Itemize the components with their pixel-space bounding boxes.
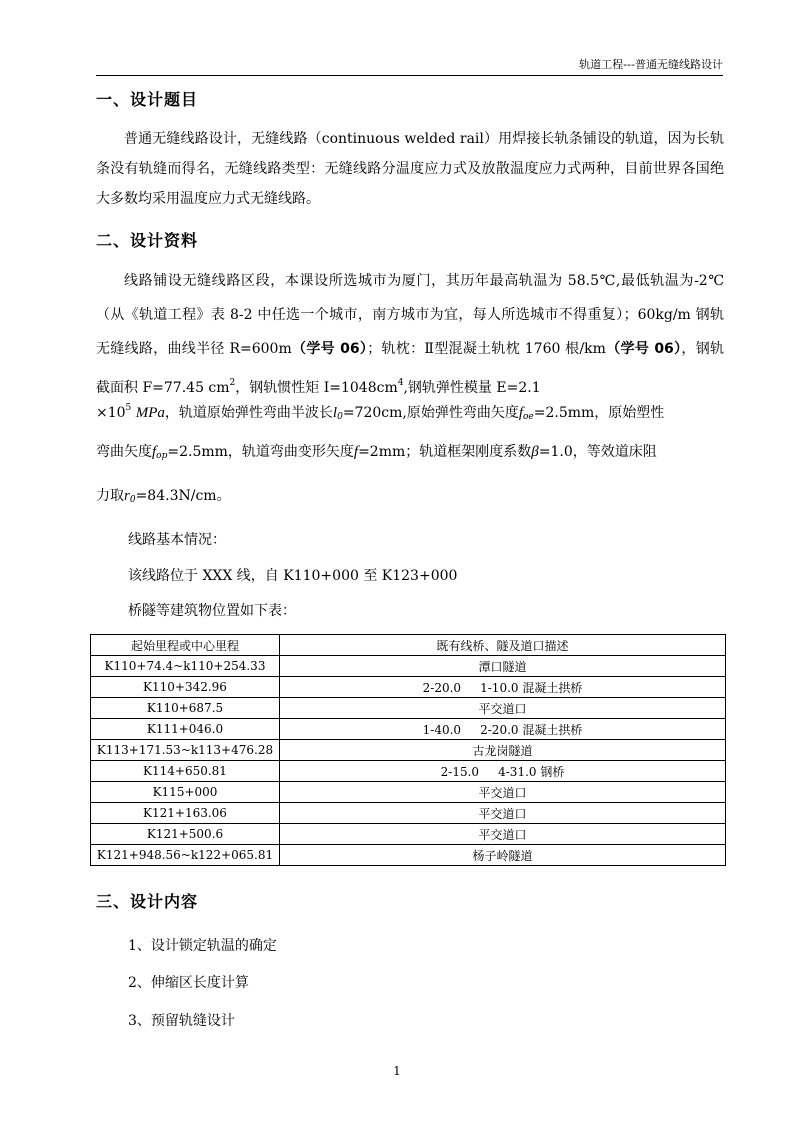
running-header: 轨道工程---普通无缝线路设计	[96, 58, 723, 76]
column-header-description: 既有线桥、隧及道口描述	[280, 635, 726, 656]
mileage-cell: K115+000	[91, 782, 280, 803]
description-cell: 平交道口	[280, 803, 726, 824]
symbol-r0: r	[124, 488, 130, 504]
table-row	[91, 656, 726, 677]
exponent-4: 4	[397, 378, 404, 388]
student-number-note-1: （学号 06）	[291, 341, 368, 357]
student-number-note-2: （学号 06）	[605, 341, 682, 357]
section-3-title: 三、设计内容	[96, 892, 199, 911]
mileage-cell: K110+342.96	[91, 677, 280, 698]
params-text-8b: =84.3N/cm。	[135, 488, 231, 504]
section-2-title: 二、设计资料	[96, 231, 199, 250]
line-location: 该线路位于 XXX 线，自 K110+000 至 K123+000	[128, 568, 458, 584]
description-cell: 平交道口	[280, 698, 726, 719]
params-line-7	[96, 442, 724, 466]
subscript-oe: oe	[523, 412, 534, 422]
content-item: 2、伸缩区长度计算	[128, 975, 249, 991]
description-cell: 2-20.0 1-10.0 混凝土拱桥	[280, 677, 726, 698]
params-text-6d: =2.5mm，原始塑性	[533, 405, 665, 421]
section-1-paragraph: 普通无缝线路设计，无缝线路（continuous welded rail）用焊接长轨条铺设的轨道，因为长轨条没有轨缝而得名，无缝线路类型：无缝线路分温度应力式及放散温度应力式两种，目前世界各国绝大多数均采用温度应力式无缝线路。	[96, 131, 724, 207]
symbol-l0: l	[332, 405, 338, 421]
params-text-1: 线路铺设无缝线路区段，本课设所选城市为厦门，其历年最高轨温为 58.5℃,最低轨温为-2℃（从《轨道工程》表 8-2 中任选一个城市，南方城市为宜，每人所选城市不得重复）；60kg/m 钢轨无缝线路，曲线半径 R=600m	[96, 273, 724, 357]
description-cell: 杨子岭隧道	[280, 845, 726, 866]
subscript-op: op	[156, 451, 168, 461]
params-text-6b: ，轨道原始弹性弯曲半波长	[164, 405, 333, 421]
description-cell: 古龙岗隧道	[280, 740, 726, 761]
table-header-row	[91, 635, 726, 656]
table-row	[91, 719, 726, 740]
exponent-2: 2	[229, 378, 236, 388]
description-cell: 1-40.0 2-20.0 混凝土拱桥	[280, 719, 726, 740]
table-row	[91, 698, 726, 719]
mileage-cell: K110+74.4~k110+254.33	[91, 656, 280, 677]
params-text-4: ，钢轨惯性矩 I=1048cm	[235, 380, 398, 396]
mileage-cell: K114+650.81	[91, 761, 280, 782]
params-text-7a: 弯曲矢度	[96, 444, 152, 460]
structures-intro: 桥隧等建筑物位置如下表：	[128, 603, 296, 619]
column-header-mileage: 起始里程或中心里程	[91, 635, 280, 656]
section-1-title: 一、设计题目	[96, 90, 199, 109]
description-cell: 平交道口	[280, 782, 726, 803]
mileage-cell: K121+500.6	[91, 824, 280, 845]
mileage-cell: K113+171.53~k113+476.28	[91, 740, 280, 761]
params-text-3: ，钢轨截面积 F=77.45 cm	[96, 341, 725, 396]
content-item: 3、预留轨缝设计	[128, 1013, 235, 1029]
design-parameters-paragraph	[96, 264, 724, 405]
page-number: 1	[393, 1064, 401, 1078]
table-row	[91, 677, 726, 698]
mileage-cell: K121+163.06	[91, 803, 280, 824]
table-row	[91, 782, 726, 803]
subscript-0: 0	[337, 412, 343, 422]
params-text-2: ；轨枕：Ⅱ型混凝土轨枕 1760 根/km	[367, 341, 606, 357]
description-cell: 2-15.0 4-31.0 钢桥	[280, 761, 726, 782]
symbol-fop: f	[152, 444, 157, 460]
params-text-5: ,钢轨弹性模量 E=2.1	[403, 380, 541, 396]
structures-table	[90, 634, 726, 866]
table-row	[91, 761, 726, 782]
description-cell: 平交道口	[280, 824, 726, 845]
params-text-7d: =1.0，等效道床阻	[538, 444, 657, 460]
symbol-foe: f	[518, 405, 524, 421]
params-text-6a: ×10	[96, 405, 126, 421]
table-row	[91, 740, 726, 761]
table-row	[91, 824, 726, 845]
params-text-7c: =2mm；轨道框架刚度系数	[358, 444, 532, 460]
exponent-5: 5	[125, 403, 132, 413]
mileage-cell: K110+687.5	[91, 698, 280, 719]
mileage-cell: K121+948.56~k122+065.81	[91, 845, 280, 866]
params-text-7b: =2.5mm，轨道弯曲变形矢度	[167, 444, 354, 460]
symbol-f: f	[353, 444, 359, 460]
params-line-6	[96, 398, 724, 427]
mileage-cell: K111+046.0	[91, 719, 280, 740]
table-row	[91, 803, 726, 824]
subscript-r0: 0	[129, 495, 136, 505]
description-cell: 潭口隧道	[280, 656, 726, 677]
params-text-8a: 力取	[96, 488, 124, 504]
params-text-6c: =720cm,原始弹性弯曲矢度	[342, 405, 519, 421]
basic-info-heading: 线路基本情况：	[128, 532, 226, 548]
table-row	[91, 845, 726, 866]
symbol-beta: β	[531, 444, 539, 460]
unit-mpa: MPa	[135, 405, 165, 421]
content-item: 1、设计锁定轨温的确定	[128, 938, 277, 954]
params-line-8	[96, 486, 724, 510]
